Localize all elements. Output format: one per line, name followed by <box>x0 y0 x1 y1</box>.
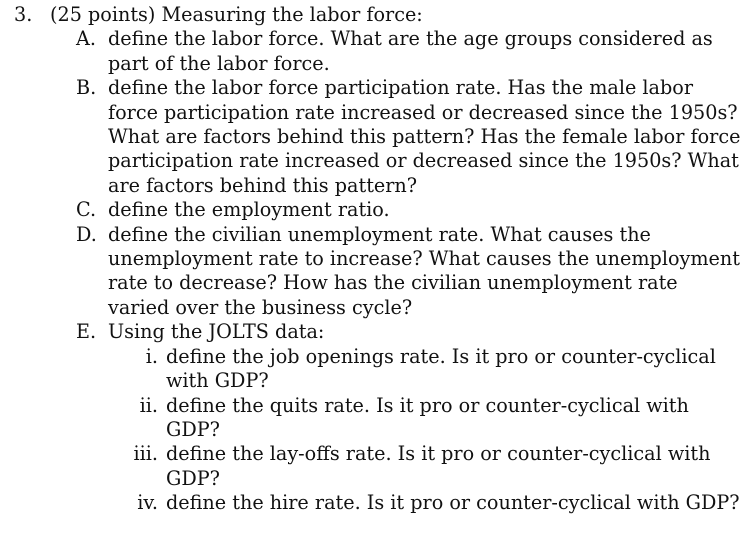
subitem-text: define the hire rate. Is it pro or counter-cyclical with GDP? <box>166 491 740 515</box>
subitem-label: iii. <box>133 442 158 466</box>
question-items <box>76 27 744 515</box>
item-a <box>76 27 744 76</box>
subitem-label: i. <box>145 344 158 368</box>
item-e-subitems <box>122 345 744 516</box>
subitem-iii <box>122 442 744 491</box>
subitem-text: define the quits rate. Is it pro or counter-cyclical with GDP? <box>166 393 689 441</box>
item-label: D. <box>76 222 97 246</box>
item-b <box>76 76 744 198</box>
item-label: B. <box>76 76 97 100</box>
item-text: define the labor force. What are the age groups considered as part of the labor force. <box>108 27 713 75</box>
subitem-text: define the lay-offs rate. Is it pro or counter-cyclical with GDP? <box>166 442 711 490</box>
item-label: E. <box>76 320 97 344</box>
item-c <box>76 198 744 222</box>
item-text: Using the JOLTS data: <box>108 320 325 344</box>
subitem-i <box>122 345 744 394</box>
item-text: define the civilian unemployment rate. What causes the unemployment rate to increase? What causes the unemployment rate to decrease? How has the civilian unemployment rate varied over the business cycle? <box>108 222 740 319</box>
question-title: (25 points) Measuring the labor force: <box>50 3 423 26</box>
subitem-label: ii. <box>139 393 158 417</box>
item-e <box>76 320 744 344</box>
question-header <box>14 3 744 27</box>
subitem-text: define the job openings rate. Is it pro or counter-cyclical with GDP? <box>166 344 716 393</box>
subitem-label: iv. <box>137 491 158 515</box>
item-d <box>76 223 744 321</box>
subitem-iv <box>122 491 744 515</box>
item-text: define the labor force participation rate. Has the male labor force participation rate increased or decreased since the 1950s? What are factors behind this pattern? Has the female labor force participation rate increased or decreased since the 1950s? What are factors behind this pattern? <box>108 76 741 197</box>
item-label: C. <box>76 198 97 222</box>
item-label: A. <box>76 27 96 51</box>
item-text: define the employment ratio. <box>108 198 390 222</box>
question-number: 3. <box>14 3 33 26</box>
question-document <box>14 3 744 516</box>
subitem-ii <box>122 394 744 443</box>
